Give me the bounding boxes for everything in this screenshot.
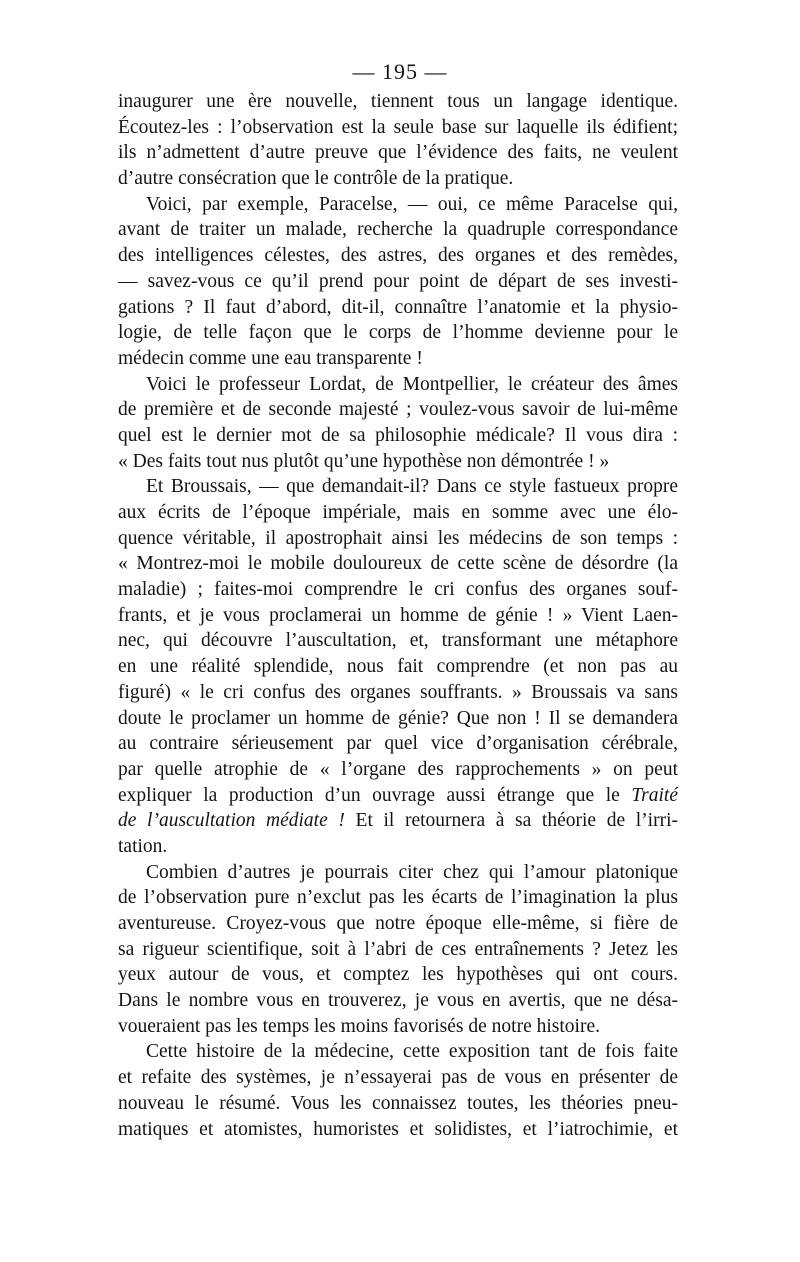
text-line — [118, 628, 678, 654]
text-line — [118, 423, 678, 449]
line-text: Dans le nombre vous en trouverez, je vous en avertis, que ne désa- — [118, 990, 678, 1012]
text-line — [118, 243, 678, 269]
italic-title: Traité — [631, 784, 678, 806]
line-text: Cette histoire de la médecine, cette exposition tant de fois faite — [146, 1041, 678, 1063]
line-text: et refaite des systèmes, je n’essayerai pas de vous en présenter de — [118, 1067, 678, 1089]
text-line — [118, 654, 678, 680]
line-text: expliquer la production d’un ouvrage aussi étrange que le — [118, 784, 620, 806]
text-line — [118, 551, 678, 577]
text-line — [118, 1039, 678, 1065]
text-line — [118, 577, 678, 603]
line-text: ils n’admettent d’autre preuve que l’évidence des faits, ne veulent — [118, 142, 678, 164]
text-line — [118, 885, 678, 911]
text-line — [118, 320, 678, 346]
text-line — [118, 166, 678, 192]
text-line — [118, 680, 678, 706]
line-text: Et Broussais, — que demandait-il? Dans ce style fastueux propre — [146, 476, 678, 498]
line-text: sa rigueur scientifique, soit à l’abri de ces entraînements ? Jetez les — [118, 938, 678, 960]
line-text: d’autre consécration que le contrôle de la pratique. — [118, 168, 514, 190]
text-line — [118, 706, 678, 732]
line-text: Et il retournera à sa théorie de l’irri- — [344, 810, 678, 832]
text-line — [118, 988, 678, 1014]
text-line — [118, 1014, 678, 1040]
text-line — [118, 500, 678, 526]
line-text: frants, et je vous proclamerai un homme de génie ! » Vient Laen- — [118, 604, 678, 626]
text-line — [118, 140, 678, 166]
text-line — [118, 731, 678, 757]
italic-title: de l’auscultation médiate ! — [118, 810, 345, 832]
line-text: quel est le dernier mot de sa philosophie médicale? Il vous dira : — [118, 424, 678, 446]
text-line — [118, 449, 678, 475]
text-line — [118, 89, 678, 115]
text-line — [118, 115, 678, 141]
text-line — [118, 192, 678, 218]
text-line — [118, 269, 678, 295]
line-text: en une réalité splendide, nous fait comprendre (et non pas au — [118, 656, 678, 678]
line-text: tation. — [118, 835, 168, 857]
text-line — [118, 834, 678, 860]
line-text: aux écrits de l’époque impériale, mais en somme avec une élo- — [118, 502, 678, 523]
text-line — [118, 783, 678, 809]
text-line — [118, 217, 678, 243]
line-text: aventureuse. Croyez-vous que notre époque elle-même, si fière de — [118, 913, 678, 934]
text-line — [118, 911, 678, 937]
line-text: logie, de telle façon que le corps de l’homme devienne pour le — [118, 322, 678, 344]
line-text: « Des faits tout nus plutôt qu’une hypothèse non démontrée ! » — [118, 450, 610, 472]
line-text: doute le proclamer un homme de génie? Que non ! Il se demandera — [118, 707, 678, 729]
text-line — [118, 397, 678, 423]
text-line — [118, 860, 678, 886]
line-text: — savez-vous ce qu’il prend pour point de départ de ses investi- — [118, 270, 678, 292]
line-text: des intelligences célestes, des astres, des organes et des remèdes, — [118, 245, 678, 267]
text-line — [118, 808, 678, 834]
line-text: Écoutez-les : l’observation est la seule base sur laquelle ils édifient; — [118, 116, 678, 138]
line-text: nec, qui découvre l’auscultation, et, transformant une métaphore — [118, 630, 678, 652]
text-line — [118, 937, 678, 963]
text-line — [118, 295, 678, 321]
line-text: Voici le professeur Lordat, de Montpellier, le créateur des âmes — [146, 373, 678, 395]
text-line — [118, 526, 678, 552]
line-text: par quelle atrophie de « l’organe des rapprochements » on peut — [118, 758, 678, 780]
line-text: matiques et atomistes, humoristes et solidistes, et l’iatrochimie, et — [118, 1118, 678, 1140]
line-text: de l’observation pure n’exclut pas les écarts de l’imagination la plus — [118, 887, 678, 909]
line-text: quence véritable, il apostrophait ainsi les médecins de son temps : — [118, 527, 678, 549]
line-text: « Montrez-moi le mobile douloureux de cette scène de désordre (la — [118, 553, 678, 575]
line-text: voueraient pas les temps les moins favorisés de notre histoire. — [118, 1015, 600, 1037]
line-text: de première et de seconde majesté ; voulez-vous savoir de lui-même — [118, 399, 678, 421]
text-line — [118, 346, 678, 372]
text-line — [118, 1117, 678, 1143]
line-text: inaugurer une ère nouvelle, tiennent tous un langage identique. — [118, 91, 678, 112]
line-text: yeux autour de vous, et comptez les hypothèses qui ont cours. — [118, 964, 678, 986]
line-text: nouveau le résumé. Vous les connaissez toutes, les théories pneu- — [118, 1092, 678, 1114]
text-line — [118, 1065, 678, 1091]
text-line — [118, 372, 678, 398]
line-text: médecin comme une eau transparente ! — [118, 347, 423, 369]
line-text: gations ? Il faut d’abord, dit-il, connaître l’anatomie et la physio- — [118, 296, 678, 318]
text-line — [118, 474, 678, 500]
line-text: au contraire sérieusement par quel vice d’organisation cérébrale, — [118, 733, 678, 755]
line-text: Voici, par exemple, Paracelse, — oui, ce même Paracelse qui, — [146, 193, 678, 215]
line-text: Combien d’autres je pourrais citer chez qui l’amour platonique — [146, 861, 678, 883]
text-line — [118, 603, 678, 629]
text-line — [118, 962, 678, 988]
line-text: figuré) « le cri confus des organes souffrants. » Broussais va sans — [118, 681, 678, 703]
text-line — [118, 1091, 678, 1117]
page-number: — 195 — — [352, 59, 448, 84]
line-text: maladie) ; faites-moi comprendre le cri confus des organes souf- — [118, 579, 678, 601]
text-line — [118, 757, 678, 783]
line-text: avant de traiter un malade, recherche la quadruple correspondance — [118, 219, 678, 241]
body-text — [118, 89, 678, 1142]
